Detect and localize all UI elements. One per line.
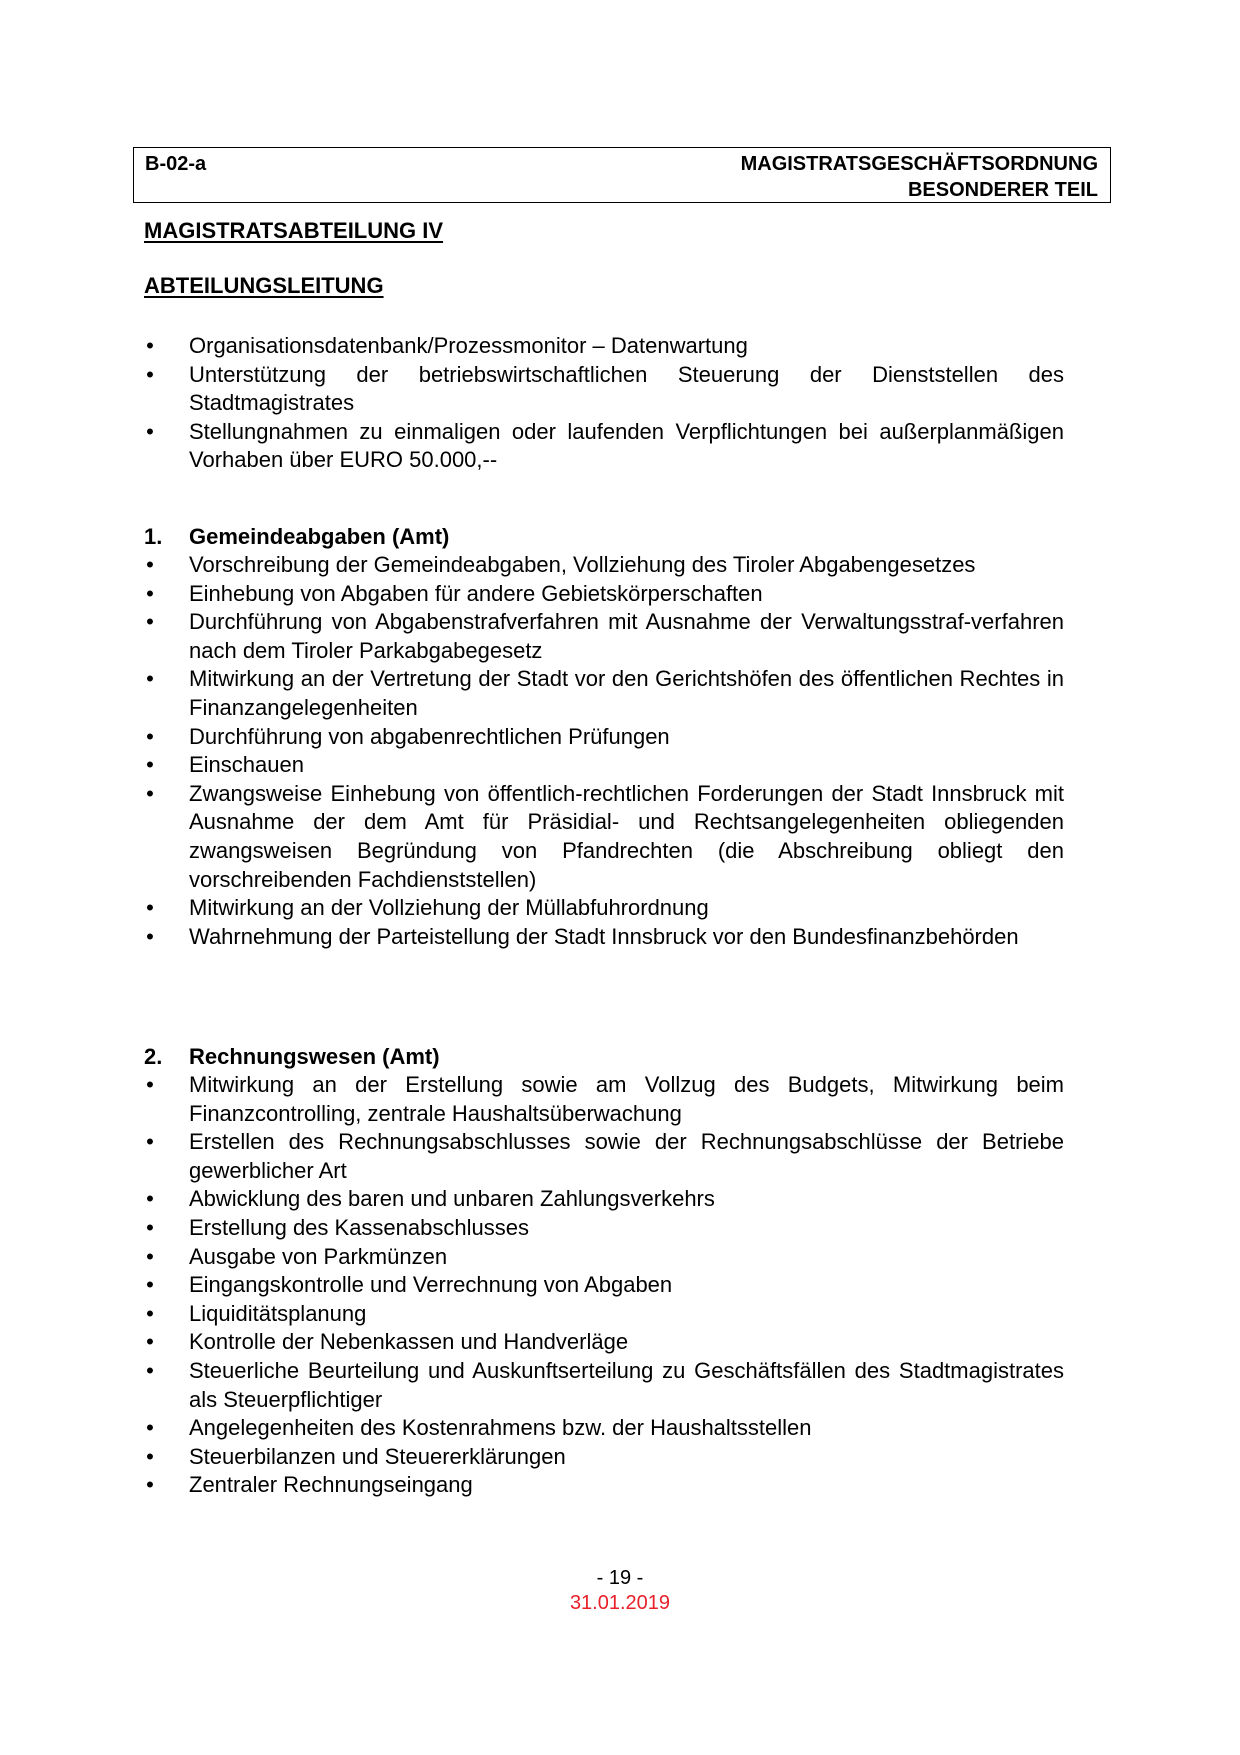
section-1-heading	[144, 522, 449, 551]
bullet-icon	[144, 894, 156, 923]
section-2-list	[144, 1071, 1064, 1500]
document-title	[741, 151, 1098, 203]
page-number: - 19 -	[596, 1567, 644, 1589]
list-item: • Abwicklung des baren und unbaren Zahlungsverkehrs	[144, 1185, 1064, 1214]
list-item: • Mitwirkung an der Erstellung sowie am Vollzug des Budgets, Mitwirkung beim Finanzcontrolling, zentrale Haushaltsüberwachung	[144, 1071, 1064, 1128]
list-item: • Vorschreibung der Gemeindeabgaben, Vollziehung des Tiroler Abgabengesetzes	[144, 551, 1064, 580]
bullet-icon	[144, 1357, 156, 1386]
list-item: • Steuerbilanzen und Steuererklärungen	[144, 1443, 1064, 1472]
list-item: • Mitwirkung an der Vollziehung der Müllabfuhrordnung	[144, 894, 1064, 923]
bullet-icon	[144, 1128, 156, 1157]
bullet-icon	[144, 332, 156, 361]
section-1-list	[144, 551, 1064, 951]
bullet-icon	[144, 1185, 156, 1214]
document-title-line2: BESONDERER TEIL	[907, 179, 1098, 201]
bullet-icon	[144, 1271, 156, 1300]
document-header	[133, 147, 1111, 203]
list-item: • Erstellen des Rechnungsabschlusses sowie der Rechnungsabschlüsse der Betriebe gewerblicher Art	[144, 1128, 1064, 1185]
list-item: • Einhebung von Abgaben für andere Gebietskörperschaften	[144, 580, 1064, 609]
leadership-list	[144, 332, 1064, 475]
section-number: 1.	[144, 524, 163, 549]
bullet-icon	[144, 1328, 156, 1357]
bullet-icon	[144, 608, 156, 637]
department-heading: MAGISTRATSABTEILUNG IV	[144, 218, 444, 243]
section-title: Gemeindeabgaben (Amt)	[189, 524, 450, 549]
bullet-icon	[144, 923, 156, 952]
section-number: 2.	[144, 1044, 163, 1069]
list-item: • Durchführung von Abgabenstrafverfahren mit Ausnahme der Verwaltungsstraf-verfahren nach dem Tiroler Parkabgabegesetz	[144, 608, 1064, 665]
bullet-icon	[144, 418, 156, 447]
list-item: • Zwangsweise Einhebung von öffentlich-rechtlichen Forderungen der Stadt Innsbruck mit Ausnahme der dem Amt für Präsidial- und Rechtsangelegenheiten obliegenden zwangsweisen Begründung von Pfandrechten (die Abschreibung obliegt den vorschreibenden Fachdienststellen)	[144, 780, 1064, 894]
bullet-icon	[144, 1414, 156, 1443]
list-item: • Kontrolle der Nebenkassen und Handverläge	[144, 1328, 1064, 1357]
bullet-icon	[144, 361, 156, 390]
bullet-icon	[144, 1214, 156, 1243]
section-2-heading	[144, 1042, 440, 1071]
bullet-icon	[144, 1300, 156, 1329]
list-item: • Unterstützung der betriebswirtschaftlichen Steuerung der Dienststellen des Stadtmagistrates	[144, 361, 1064, 418]
list-item: • Steuerliche Beurteilung und Auskunftserteilung zu Geschäftsfällen des Stadtmagistrates als Steuerpflichtiger	[144, 1357, 1064, 1414]
list-item: • Zentraler Rechnungseingang	[144, 1471, 1064, 1500]
bullet-icon	[144, 580, 156, 609]
bullet-icon	[144, 1443, 156, 1472]
bullet-icon	[144, 751, 156, 780]
document-code: B-02-a	[145, 153, 207, 175]
list-item: • Angelegenheiten des Kostenrahmens bzw. der Haushaltsstellen	[144, 1414, 1064, 1443]
list-item: • Mitwirkung an der Vertretung der Stadt vor den Gerichtshöfen des öffentlichen Rechtes in Finanzangelegenheiten	[144, 665, 1064, 722]
list-item: • Organisationsdatenbank/Prozessmonitor – Datenwartung	[144, 332, 1064, 361]
section-title: Rechnungswesen (Amt)	[189, 1044, 440, 1069]
list-item: • Wahrnehmung der Parteistellung der Stadt Innsbruck vor den Bundesfinanzbehörden	[144, 923, 1064, 952]
document-title-line1: MAGISTRATSGESCHÄFTSORDNUNG	[740, 153, 1098, 175]
list-item: • Liquiditätsplanung	[144, 1300, 1064, 1329]
bullet-icon	[144, 551, 156, 580]
list-item: • Erstellung des Kassenabschlusses	[144, 1214, 1064, 1243]
bullet-icon	[144, 665, 156, 694]
list-item: • Ausgabe von Parkmünzen	[144, 1243, 1064, 1272]
list-item: • Stellungnahmen zu einmaligen oder laufenden Verpflichtungen bei außerplanmäßigen Vorhaben über EURO 50.000,--	[144, 418, 1064, 475]
bullet-icon	[144, 1471, 156, 1500]
bullet-icon	[144, 1243, 156, 1272]
list-item: • Einschauen	[144, 751, 1064, 780]
list-item: • Durchführung von abgabenrechtlichen Prüfungen	[144, 723, 1064, 752]
page-date: 31.01.2019	[569, 1592, 671, 1614]
list-item: • Eingangskontrolle und Verrechnung von Abgaben	[144, 1271, 1064, 1300]
bullet-icon	[144, 780, 156, 809]
bullet-icon	[144, 1071, 156, 1100]
bullet-icon	[144, 723, 156, 752]
leadership-heading: ABTEILUNGSLEITUNG	[144, 273, 384, 298]
